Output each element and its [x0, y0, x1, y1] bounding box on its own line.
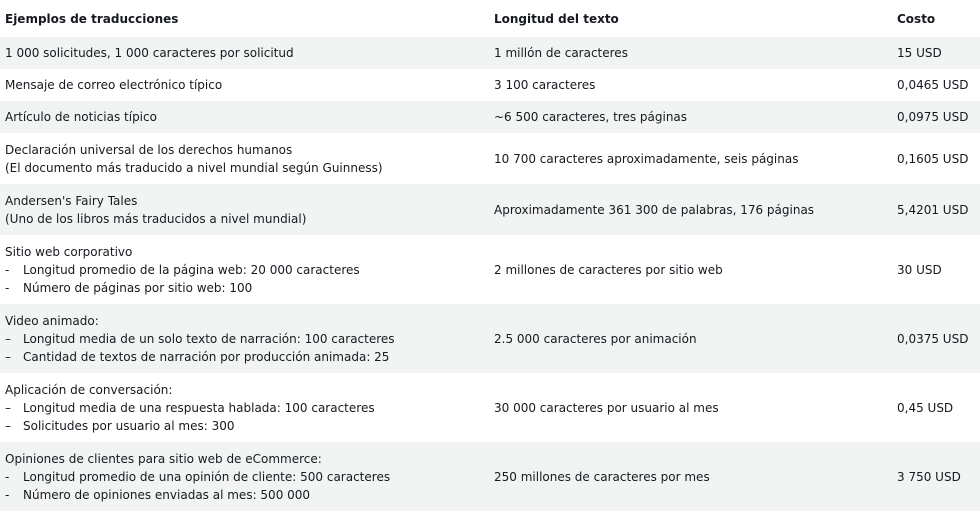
- example-cell: [0, 192, 489, 228]
- table-row: [0, 373, 980, 442]
- header-cost: Costo: [897, 11, 936, 26]
- table-row: [0, 304, 980, 373]
- cost-cell: 0,0465 USD: [897, 78, 969, 92]
- text-length-cell: 2 millones de caracteres por sitio web: [494, 262, 723, 277]
- bullet-dash: -: [5, 487, 10, 502]
- bullet-text: Longitud media de un solo texto de narración: 100 caracteres: [23, 331, 395, 346]
- bullet-text: Número de páginas por sitio web: 100: [23, 280, 253, 295]
- example-title: Aplicación de conversación:: [5, 382, 173, 397]
- example-cell: [0, 76, 489, 94]
- example-cell: [0, 44, 489, 62]
- bullet-dash: -: [5, 262, 10, 277]
- bullet-dash: –: [5, 331, 11, 346]
- bullet-dash: -: [5, 280, 10, 295]
- example-title: Declaración universal de los derechos humanos: [5, 142, 293, 157]
- bullet-dash: –: [5, 349, 11, 364]
- example-title: Opiniones de clientes para sitio web de eCommerce:: [5, 451, 322, 466]
- table-row: [0, 133, 980, 184]
- example-title: Video animado:: [5, 313, 99, 328]
- header-text-length: Longitud del texto: [494, 11, 619, 26]
- table-row: [0, 184, 980, 235]
- cost-cell: 3 750 USD: [897, 469, 961, 484]
- example-bullet: [5, 486, 489, 504]
- example-note: (Uno de los libros más traducidos a nivel mundial): [5, 211, 307, 226]
- example-bullet: [5, 330, 489, 348]
- text-length-cell: 250 millones de caracteres por mes: [494, 469, 710, 484]
- cost-cell: 0,1605 USD: [897, 151, 969, 166]
- example-bullet: [5, 279, 489, 297]
- example-title: Sitio web corporativo: [5, 244, 133, 259]
- example-cell: [0, 243, 489, 297]
- cost-cell: 0,45 USD: [897, 400, 954, 415]
- example-bullet: [5, 261, 489, 279]
- text-length-cell: 3 100 caracteres: [494, 78, 596, 92]
- example-title: Andersen's Fairy Tales: [5, 193, 138, 208]
- bullet-text: Longitud promedio de la página web: 20 000 caracteres: [23, 262, 360, 277]
- bullet-text: Número de opiniones enviadas al mes: 500 000: [23, 487, 311, 502]
- example-cell: [0, 312, 489, 366]
- example-bullet: [5, 348, 489, 366]
- cost-cell: 0,0975 USD: [897, 110, 969, 124]
- example-bullet: [5, 417, 489, 435]
- text-length-cell: ~6 500 caracteres, tres páginas: [494, 110, 688, 124]
- header-examples: Ejemplos de traducciones: [5, 11, 179, 26]
- text-length-cell: 1 millón de caracteres: [494, 46, 628, 60]
- example-title: 1 000 solicitudes, 1 000 caracteres por solicitud: [5, 46, 294, 60]
- bullet-text: Longitud promedio de una opinión de cliente: 500 caracteres: [23, 469, 391, 484]
- example-title: Artículo de noticias típico: [5, 110, 157, 124]
- text-length-cell: 10 700 caracteres aproximadamente, seis páginas: [494, 151, 799, 166]
- text-length-cell: 2.5 000 caracteres por animación: [494, 331, 697, 346]
- example-cell: [0, 450, 489, 504]
- cost-cell: 30 USD: [897, 262, 942, 277]
- table-row: [0, 442, 980, 511]
- table-header-row: [0, 0, 980, 37]
- table-row: [0, 69, 980, 101]
- table-row: [0, 37, 980, 69]
- example-cell: [0, 381, 489, 435]
- text-length-cell: Aproximadamente 361 300 de palabras, 176 páginas: [494, 202, 815, 217]
- cost-cell: 5,4201 USD: [897, 202, 969, 217]
- example-title: Mensaje de correo electrónico típico: [5, 78, 223, 92]
- table-row: [0, 101, 980, 133]
- bullet-dash: –: [5, 400, 11, 415]
- example-cell: [0, 108, 489, 126]
- cost-cell: 0,0375 USD: [897, 331, 969, 346]
- example-cell: [0, 141, 489, 177]
- table-body: [0, 37, 980, 511]
- bullet-text: Longitud media de una respuesta hablada: 100 caracteres: [23, 400, 375, 415]
- bullet-dash: –: [5, 418, 11, 433]
- bullet-dash: -: [5, 469, 10, 484]
- table-row: [0, 235, 980, 304]
- text-length-cell: 30 000 caracteres por usuario al mes: [494, 400, 719, 415]
- bullet-text: Solicitudes por usuario al mes: 300: [23, 418, 235, 433]
- example-note: (El documento más traducido a nivel mundial según Guinness): [5, 160, 383, 175]
- example-bullet: [5, 468, 489, 486]
- cost-cell: 15 USD: [897, 46, 942, 60]
- example-bullet: [5, 399, 489, 417]
- bullet-text: Cantidad de textos de narración por producción animada: 25: [23, 349, 390, 364]
